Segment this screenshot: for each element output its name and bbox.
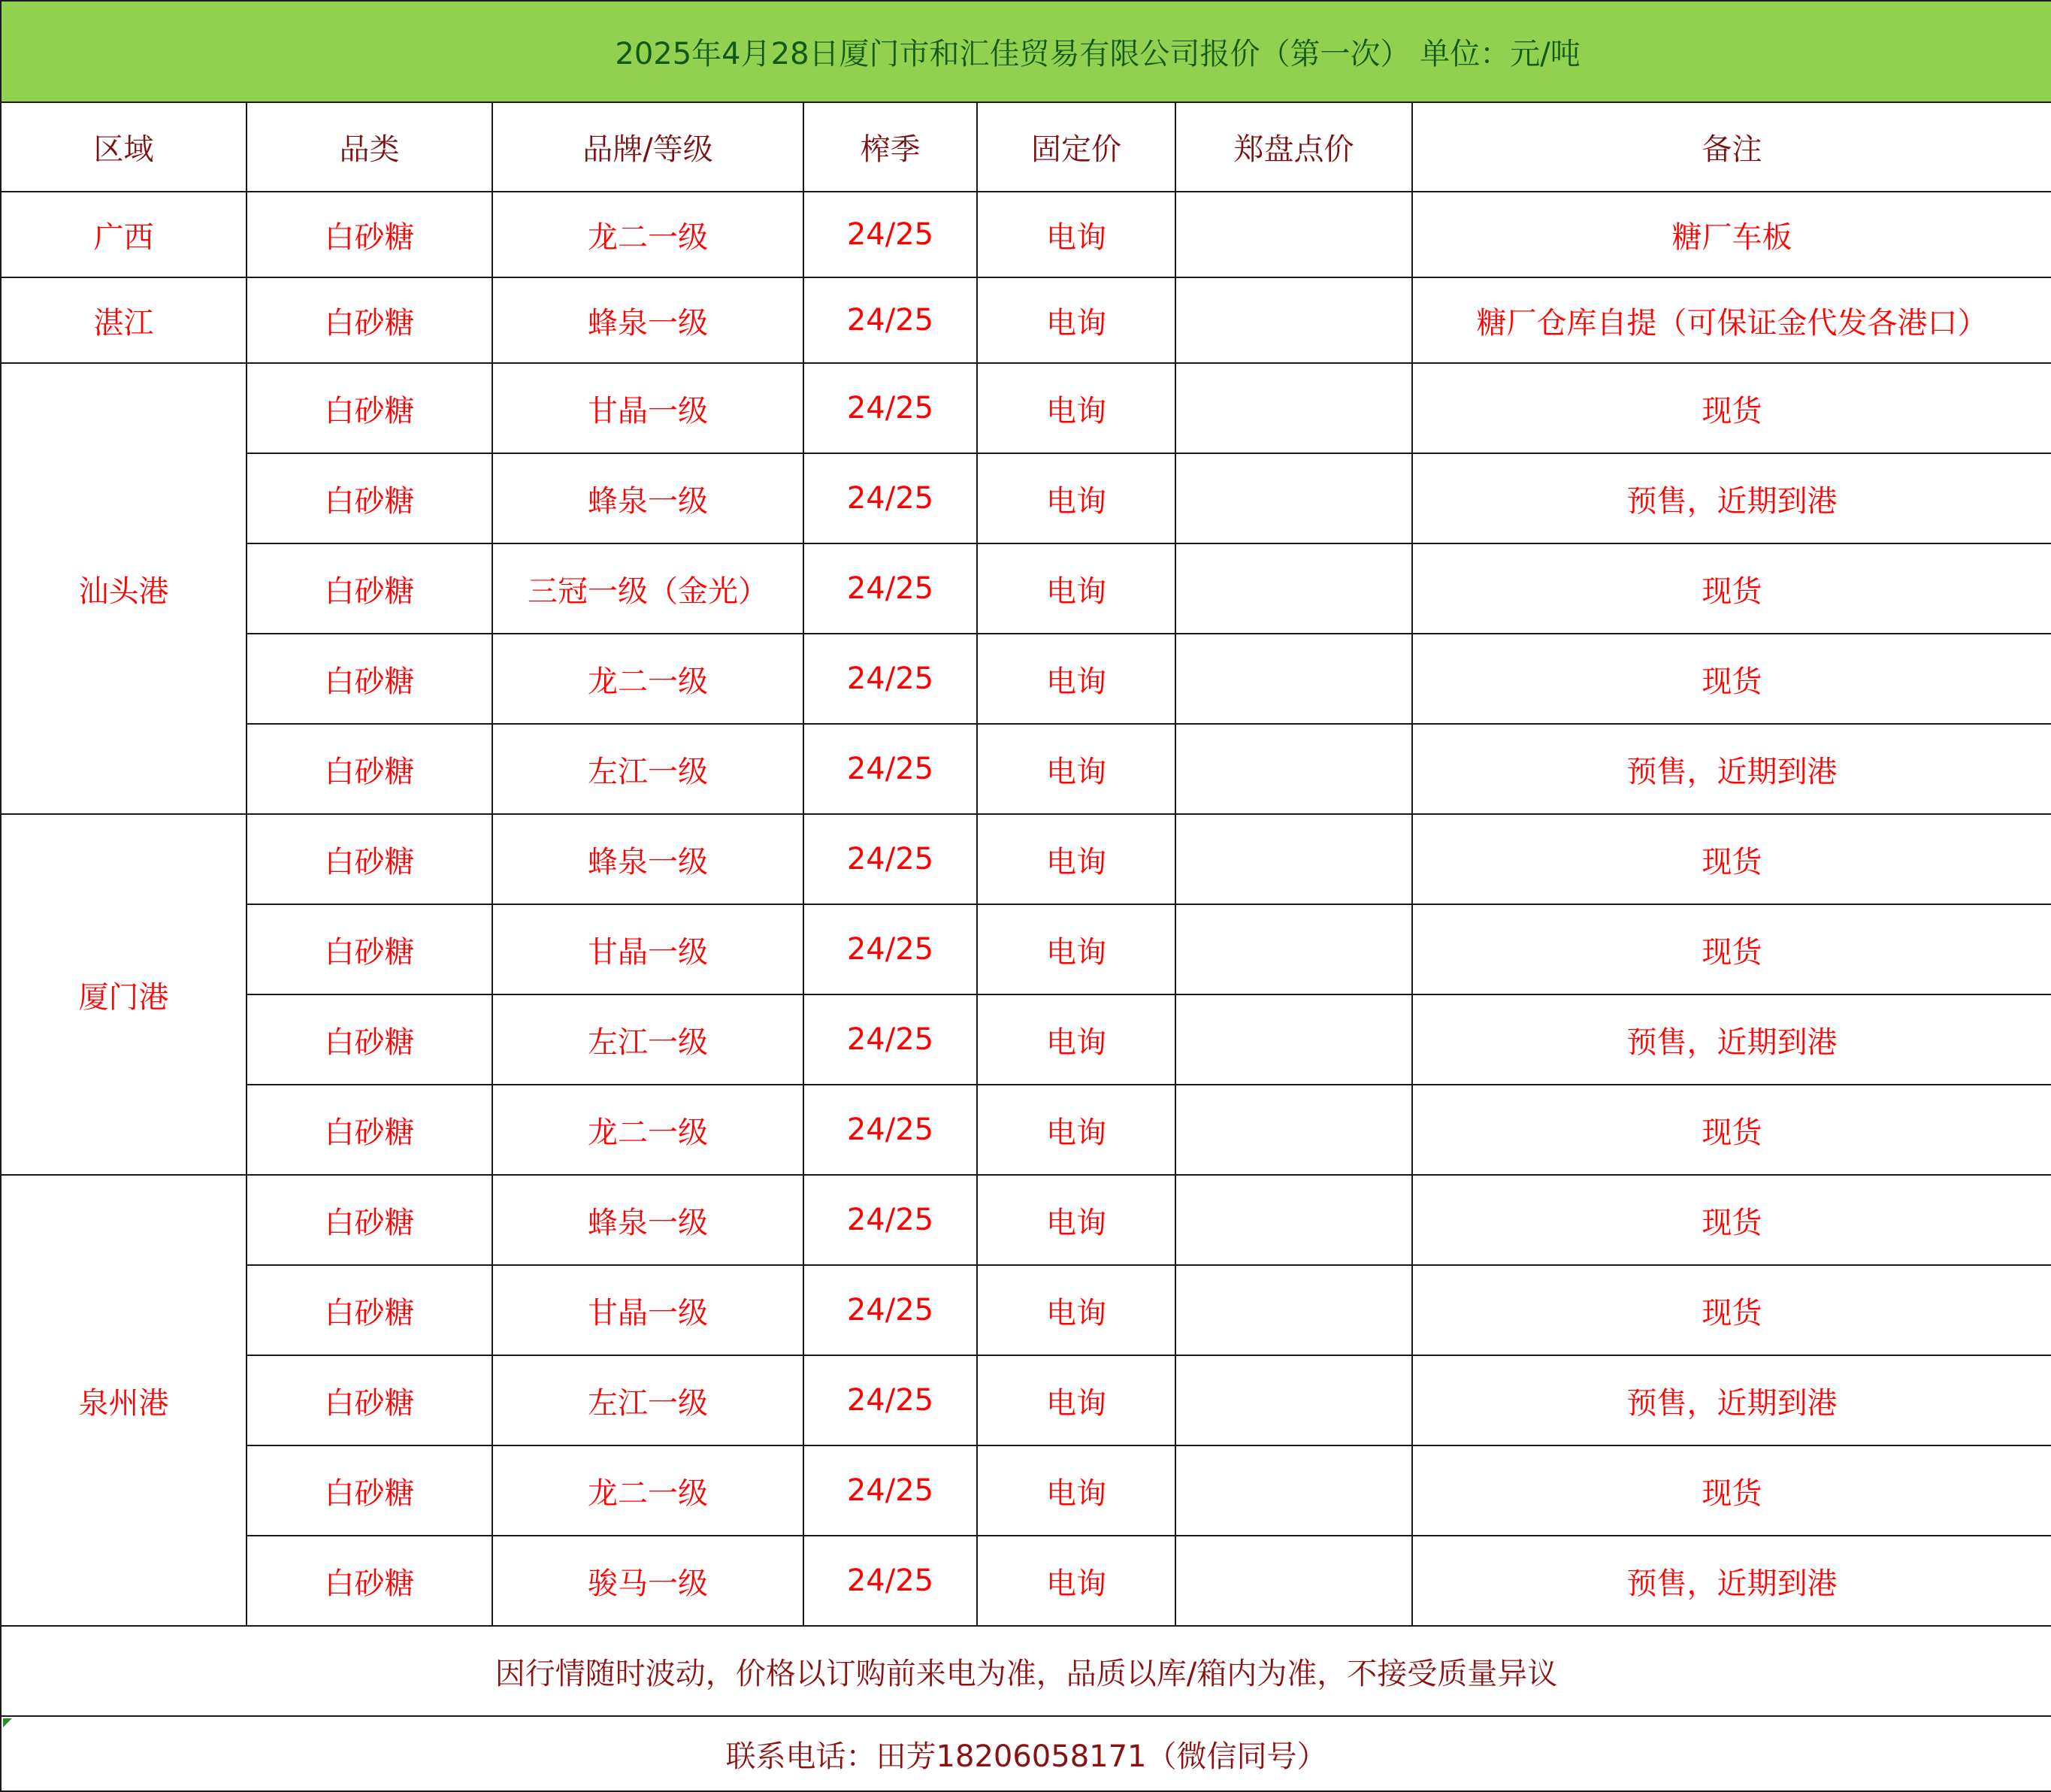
brand-grade-cell: 甘晶一级	[492, 1265, 803, 1355]
brand-grade-cell: 三冠一级（金光）	[492, 543, 803, 634]
season-cell: 24/25	[803, 634, 977, 724]
fixed-price-cell: 电询	[977, 814, 1175, 904]
header-category: 品类	[247, 102, 492, 192]
season-cell: 24/25	[803, 724, 977, 814]
remark-cell: 预售，近期到港	[1412, 1536, 2051, 1626]
fixed-price-cell: 电询	[977, 1265, 1175, 1355]
table-row	[1, 994, 2051, 1085]
header-zheng-price: 郑盘点价	[1175, 102, 1412, 192]
remark-cell: 糖厂车板	[1412, 192, 2051, 277]
remark-cell: 现货	[1412, 543, 2051, 634]
zheng-price-cell	[1175, 453, 1412, 543]
category-cell: 白砂糖	[247, 363, 492, 453]
table-row	[1, 1445, 2051, 1536]
remark-cell: 预售，近期到港	[1412, 994, 2051, 1085]
remark-cell: 糖厂仓库自提（可保证金代发各港口）	[1412, 277, 2051, 363]
category-cell: 白砂糖	[247, 1175, 492, 1265]
brand-grade-cell: 龙二一级	[492, 1445, 803, 1536]
title-row	[1, 1, 2051, 102]
category-cell: 白砂糖	[247, 994, 492, 1085]
table-row	[1, 1175, 2051, 1265]
fixed-price-cell: 电询	[977, 363, 1175, 453]
category-cell: 白砂糖	[247, 453, 492, 543]
season-cell: 24/25	[803, 904, 977, 994]
season-cell: 24/25	[803, 363, 977, 453]
remark-cell: 现货	[1412, 1085, 2051, 1175]
table-row	[1, 814, 2051, 904]
season-cell: 24/25	[803, 192, 977, 277]
season-cell: 24/25	[803, 1175, 977, 1265]
season-cell: 24/25	[803, 277, 977, 363]
category-cell: 白砂糖	[247, 1085, 492, 1175]
header-remark: 备注	[1412, 102, 2051, 192]
fixed-price-cell: 电询	[977, 1175, 1175, 1265]
brand-grade-cell: 蜂泉一级	[492, 453, 803, 543]
season-cell: 24/25	[803, 1445, 977, 1536]
header-season: 榨季	[803, 102, 977, 192]
fixed-price-cell: 电询	[977, 1355, 1175, 1445]
cell-comment-marker-icon	[3, 1718, 12, 1727]
category-cell: 白砂糖	[247, 724, 492, 814]
header-region: 区域	[1, 102, 247, 192]
brand-grade-cell: 左江一级	[492, 994, 803, 1085]
fixed-price-cell: 电询	[977, 1445, 1175, 1536]
fixed-price-cell: 电询	[977, 994, 1175, 1085]
remark-cell: 现货	[1412, 904, 2051, 994]
zheng-price-cell	[1175, 277, 1412, 363]
contact-text: 联系电话：田芳18206058171（微信同号）	[725, 1739, 1327, 1774]
brand-grade-cell: 蜂泉一级	[492, 814, 803, 904]
table-row	[1, 1355, 2051, 1445]
season-cell: 24/25	[803, 1355, 977, 1445]
brand-grade-cell: 蜂泉一级	[492, 1175, 803, 1265]
fixed-price-cell: 电询	[977, 1536, 1175, 1626]
fixed-price-cell: 电询	[977, 724, 1175, 814]
fixed-price-cell: 电询	[977, 453, 1175, 543]
brand-grade-cell: 龙二一级	[492, 634, 803, 724]
zheng-price-cell	[1175, 543, 1412, 634]
zheng-price-cell	[1175, 1355, 1412, 1445]
disclaimer-row	[1, 1626, 2051, 1716]
category-cell: 白砂糖	[247, 634, 492, 724]
remark-cell: 现货	[1412, 363, 2051, 453]
zheng-price-cell	[1175, 1536, 1412, 1626]
table-row	[1, 1085, 2051, 1175]
fixed-price-cell: 电询	[977, 634, 1175, 724]
table-row	[1, 453, 2051, 543]
remark-cell: 预售，近期到港	[1412, 724, 2051, 814]
table-row	[1, 1536, 2051, 1626]
zheng-price-cell	[1175, 814, 1412, 904]
region-cell: 泉州港	[1, 1175, 247, 1626]
season-cell: 24/25	[803, 1085, 977, 1175]
season-cell: 24/25	[803, 1536, 977, 1626]
brand-grade-cell: 甘晶一级	[492, 363, 803, 453]
remark-cell: 现货	[1412, 814, 2051, 904]
category-cell: 白砂糖	[247, 1265, 492, 1355]
season-cell: 24/25	[803, 994, 977, 1085]
zheng-price-cell	[1175, 994, 1412, 1085]
brand-grade-cell: 蜂泉一级	[492, 277, 803, 363]
brand-grade-cell: 左江一级	[492, 724, 803, 814]
disclaimer-text: 因行情随时波动，价格以订购前来电为准，品质以库/箱内为准，不接受质量异议	[1, 1626, 2051, 1716]
fixed-price-cell: 电询	[977, 904, 1175, 994]
header-fixed-price: 固定价	[977, 102, 1175, 192]
sheet-title: 2025年4月28日厦门市和汇佳贸易有限公司报价（第一次） 单位：元/吨	[615, 37, 1581, 71]
brand-grade-cell: 龙二一级	[492, 1085, 803, 1175]
zheng-price-cell	[1175, 192, 1412, 277]
remark-cell: 现货	[1412, 1175, 2051, 1265]
zheng-price-cell	[1175, 634, 1412, 724]
region-cell: 厦门港	[1, 814, 247, 1175]
season-cell: 24/25	[803, 814, 977, 904]
fixed-price-cell: 电询	[977, 192, 1175, 277]
fixed-price-cell: 电询	[977, 277, 1175, 363]
category-cell: 白砂糖	[247, 904, 492, 994]
category-cell: 白砂糖	[247, 814, 492, 904]
season-cell: 24/25	[803, 543, 977, 634]
category-cell: 白砂糖	[247, 192, 492, 277]
category-cell: 白砂糖	[247, 1445, 492, 1536]
header-row	[1, 102, 2051, 192]
remark-cell: 现货	[1412, 1445, 2051, 1536]
brand-grade-cell: 龙二一级	[492, 192, 803, 277]
category-cell: 白砂糖	[247, 543, 492, 634]
table-row	[1, 363, 2051, 453]
table-row	[1, 543, 2051, 634]
category-cell: 白砂糖	[247, 1355, 492, 1445]
season-cell: 24/25	[803, 1265, 977, 1355]
zheng-price-cell	[1175, 1175, 1412, 1265]
zheng-price-cell	[1175, 1265, 1412, 1355]
zheng-price-cell	[1175, 904, 1412, 994]
table-row	[1, 724, 2051, 814]
region-cell: 湛江	[1, 277, 247, 363]
brand-grade-cell: 骏马一级	[492, 1536, 803, 1626]
remark-cell: 预售，近期到港	[1412, 453, 2051, 543]
category-cell: 白砂糖	[247, 277, 492, 363]
contact-row	[1, 1716, 2051, 1791]
region-cell: 汕头港	[1, 363, 247, 814]
title-cell	[1, 1, 2051, 102]
remark-cell: 现货	[1412, 634, 2051, 724]
zheng-price-cell	[1175, 363, 1412, 453]
region-cell: 广西	[1, 192, 247, 277]
category-cell: 白砂糖	[247, 1536, 492, 1626]
table-row	[1, 277, 2051, 363]
table-row	[1, 192, 2051, 277]
season-cell: 24/25	[803, 453, 977, 543]
zheng-price-cell	[1175, 724, 1412, 814]
table-row	[1, 904, 2051, 994]
remark-cell: 预售，近期到港	[1412, 1355, 2051, 1445]
brand-grade-cell: 甘晶一级	[492, 904, 803, 994]
header-brand-grade: 品牌/等级	[492, 102, 803, 192]
table-row	[1, 1265, 2051, 1355]
fixed-price-cell: 电询	[977, 543, 1175, 634]
remark-cell: 现货	[1412, 1265, 2051, 1355]
zheng-price-cell	[1175, 1445, 1412, 1536]
contact-cell	[1, 1716, 2051, 1791]
table-row	[1, 634, 2051, 724]
brand-grade-cell: 左江一级	[492, 1355, 803, 1445]
fixed-price-cell: 电询	[977, 1085, 1175, 1175]
zheng-price-cell	[1175, 1085, 1412, 1175]
